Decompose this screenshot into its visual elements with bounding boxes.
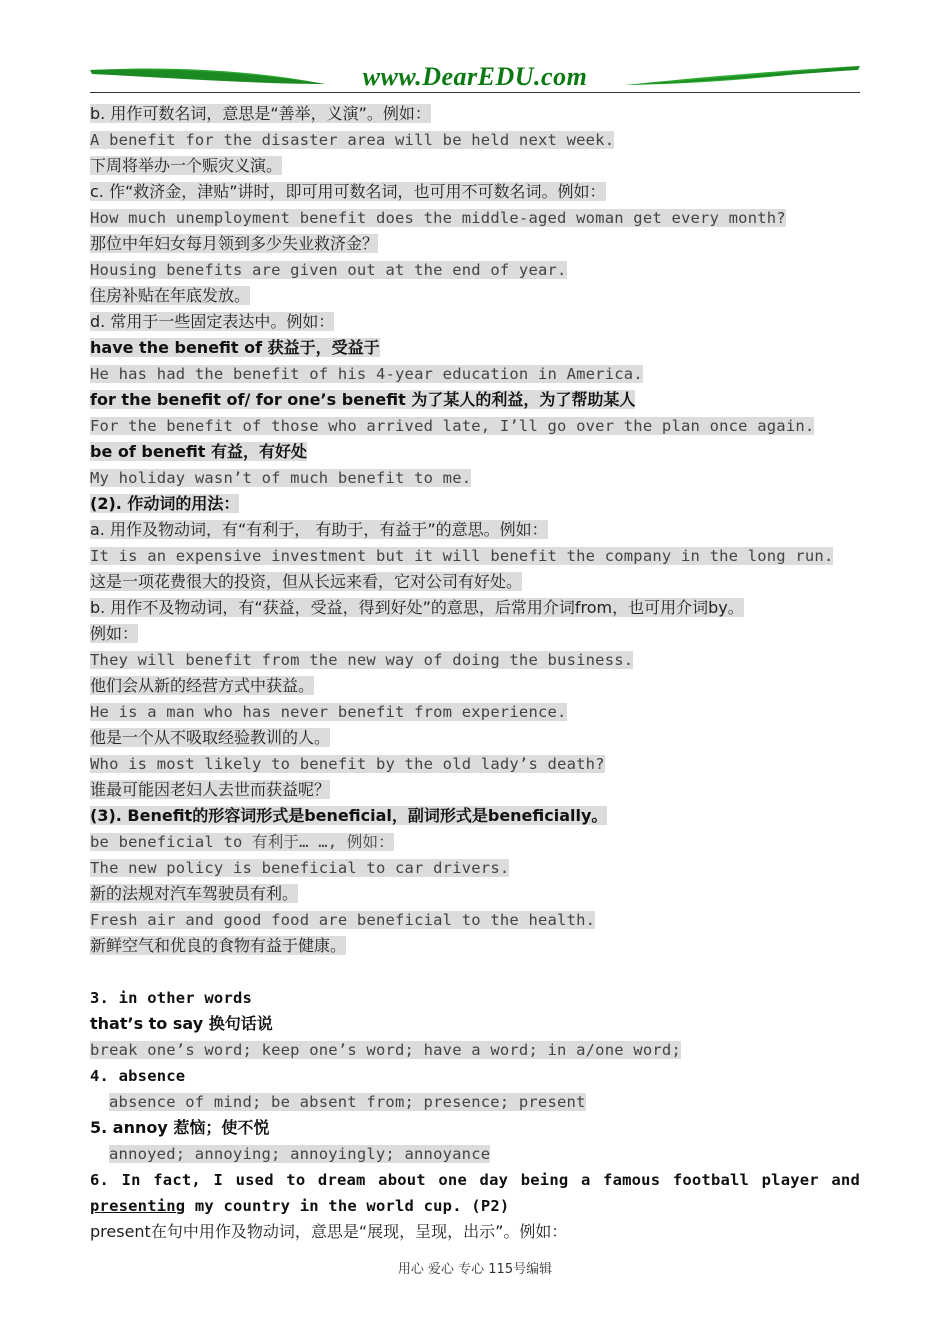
page-footer: 用心 爱心 专心 115号编辑: [397, 1262, 553, 1277]
text-line: [90, 699, 862, 725]
underlined-word: presenting: [90, 1197, 186, 1215]
text-line: [90, 491, 862, 517]
text-line: [90, 361, 862, 387]
text-line-content: have the benefit of 获益于，受益于: [90, 338, 380, 357]
header-divider: [90, 92, 860, 93]
text-line: [90, 777, 862, 803]
text-line-content: Housing benefits are given out at the end of year.: [90, 261, 567, 279]
text-line-content: Who is most likely to benefit by the old lady’s death?: [90, 755, 605, 773]
text-line: [90, 1089, 862, 1115]
text-line-content: (3). Benefit的形容词形式是beneficial，副词形式是beneficially。: [90, 806, 608, 825]
text-line-content: 4. absence: [90, 1067, 186, 1085]
text-line-content: 那位中年妇女每月领到多少失业救济金？: [90, 234, 379, 253]
site-logo-text[interactable]: www.DearEDU.com: [362, 62, 588, 91]
text-line-content: 例如：: [90, 624, 139, 643]
text-line: [90, 751, 862, 777]
text-line: [90, 309, 862, 335]
text-line: [90, 439, 862, 465]
text-line-content: For the benefit of those who arrived late, I’ll go over the plan once again.: [90, 417, 815, 435]
item-6-explanation: present在句中用作及物动词，意思是“展现，呈现，出示”。例如：: [90, 1222, 568, 1241]
text-line-content: a. 用作及物动词，有“有利于， 有助于，有益于”的意思。例如：: [90, 520, 548, 539]
text-line: [90, 205, 862, 231]
text-line: [90, 335, 862, 361]
item-6-sentence-line2: presenting my country in the world cup. (P2): [90, 1197, 510, 1215]
blank-line: [90, 959, 862, 985]
text-line-content: break one’s word; keep one’s word; have a word; in a/one word;: [90, 1041, 681, 1059]
text-line: [90, 283, 862, 309]
text-line-content: be beneficial to 有利于… …, 例如：: [90, 833, 394, 851]
text-line-content: absence of mind; be absent from; presence; present: [109, 1093, 586, 1111]
text-line: [90, 855, 862, 881]
text-line: [90, 101, 862, 127]
text-line-content: A benefit for the disaster area will be held next week.: [90, 131, 615, 149]
text-line-content: 新鲜空气和优良的食物有益于健康。: [90, 936, 347, 955]
text-line: [90, 569, 862, 595]
text-line-content: d. 常用于一些固定表达中。例如：: [90, 312, 335, 331]
text-line: [90, 803, 862, 829]
text-line-content: My holiday wasn’t of much benefit to me.: [90, 469, 472, 487]
text-line: [90, 257, 862, 283]
text-line-content: 3. in other words: [90, 989, 253, 1007]
text-line-content: It is an expensive investment but it will benefit the company in the long run.: [90, 547, 834, 565]
text-line: [90, 985, 862, 1011]
text-line: [90, 725, 862, 751]
text-line-content: Fresh air and good food are beneficial to the health.: [90, 911, 596, 929]
text-line: [90, 1011, 862, 1037]
text-line: [90, 179, 862, 205]
text-line: [90, 153, 862, 179]
text-line-content: that’s to say 换句话说: [90, 1014, 273, 1033]
text-line: [90, 387, 862, 413]
text-line: [90, 1141, 862, 1167]
site-header-banner: [90, 58, 860, 96]
text-line: [90, 465, 862, 491]
text-line-content: c. 作“救济金，津贴”讲时，即可用可数名词，也可用不可数名词。例如：: [90, 182, 606, 201]
text-line-content: 新的法规对汽车驾驶员有利。: [90, 884, 299, 903]
text-line: [90, 595, 862, 621]
item-6-sentence-line1: 6. In fact, I used to dream about one day being a famous football player and: [90, 1171, 860, 1189]
text-line: [90, 829, 862, 855]
text-line: [90, 1063, 862, 1089]
text-line: [90, 673, 862, 699]
text-line-content: How much unemployment benefit does the middle-aged woman get every month?: [90, 209, 786, 227]
text-line: [90, 413, 862, 439]
text-line-content: annoyed; annoying; annoyingly; annoyance: [109, 1145, 491, 1163]
text-line: [90, 1037, 862, 1063]
text-line-content: b. 用作可数名词，意思是“善举，义演”。例如：: [90, 104, 431, 123]
text-line-content: 他是一个从不吸取经验教训的人。: [90, 728, 331, 747]
text-line: [90, 517, 862, 543]
text-line-content: (2). 作动词的用法：: [90, 494, 240, 513]
text-line-content: 他们会从新的经营方式中获益。: [90, 676, 315, 695]
text-line-content: b. 用作不及物动词，有“获益，受益，得到好处”的意思，后常用介词from，也可用介词by。: [90, 598, 744, 617]
document-body: [90, 101, 862, 1167]
text-line: [90, 907, 862, 933]
text-line-content: He has had the benefit of his 4-year education in America.: [90, 365, 643, 383]
text-line: [90, 621, 862, 647]
text-line-content: He is a man who has never benefit from experience.: [90, 703, 567, 721]
text-line-content: be of benefit 有益，有好处: [90, 442, 308, 461]
item-6-block: [90, 1167, 862, 1245]
text-line-content: 这是一项花费很大的投资，但从长远来看，它对公司有好处。: [90, 572, 523, 591]
text-line: [90, 881, 862, 907]
text-line-content: The new policy is beneficial to car drivers.: [90, 859, 510, 877]
text-line-content: 5. annoy 惹恼；使不悦: [90, 1118, 270, 1137]
text-line-content: for the benefit of/ for one’s benefit 为了某人的利益，为了帮助某人: [90, 390, 636, 409]
text-line-content: 下周将举办一个赈灾义演。: [90, 156, 283, 175]
text-line: [90, 1115, 862, 1141]
text-line: [90, 231, 862, 257]
text-line: [90, 647, 862, 673]
text-line-content: 住房补贴在年底发放。: [90, 286, 251, 305]
text-line: [90, 933, 862, 959]
text-line-content: They will benefit from the new way of doing the business.: [90, 651, 634, 669]
text-line-content: 谁最可能因老妇人去世而获益呢？: [90, 780, 331, 799]
text-line: [90, 543, 862, 569]
text-line: [90, 127, 862, 153]
